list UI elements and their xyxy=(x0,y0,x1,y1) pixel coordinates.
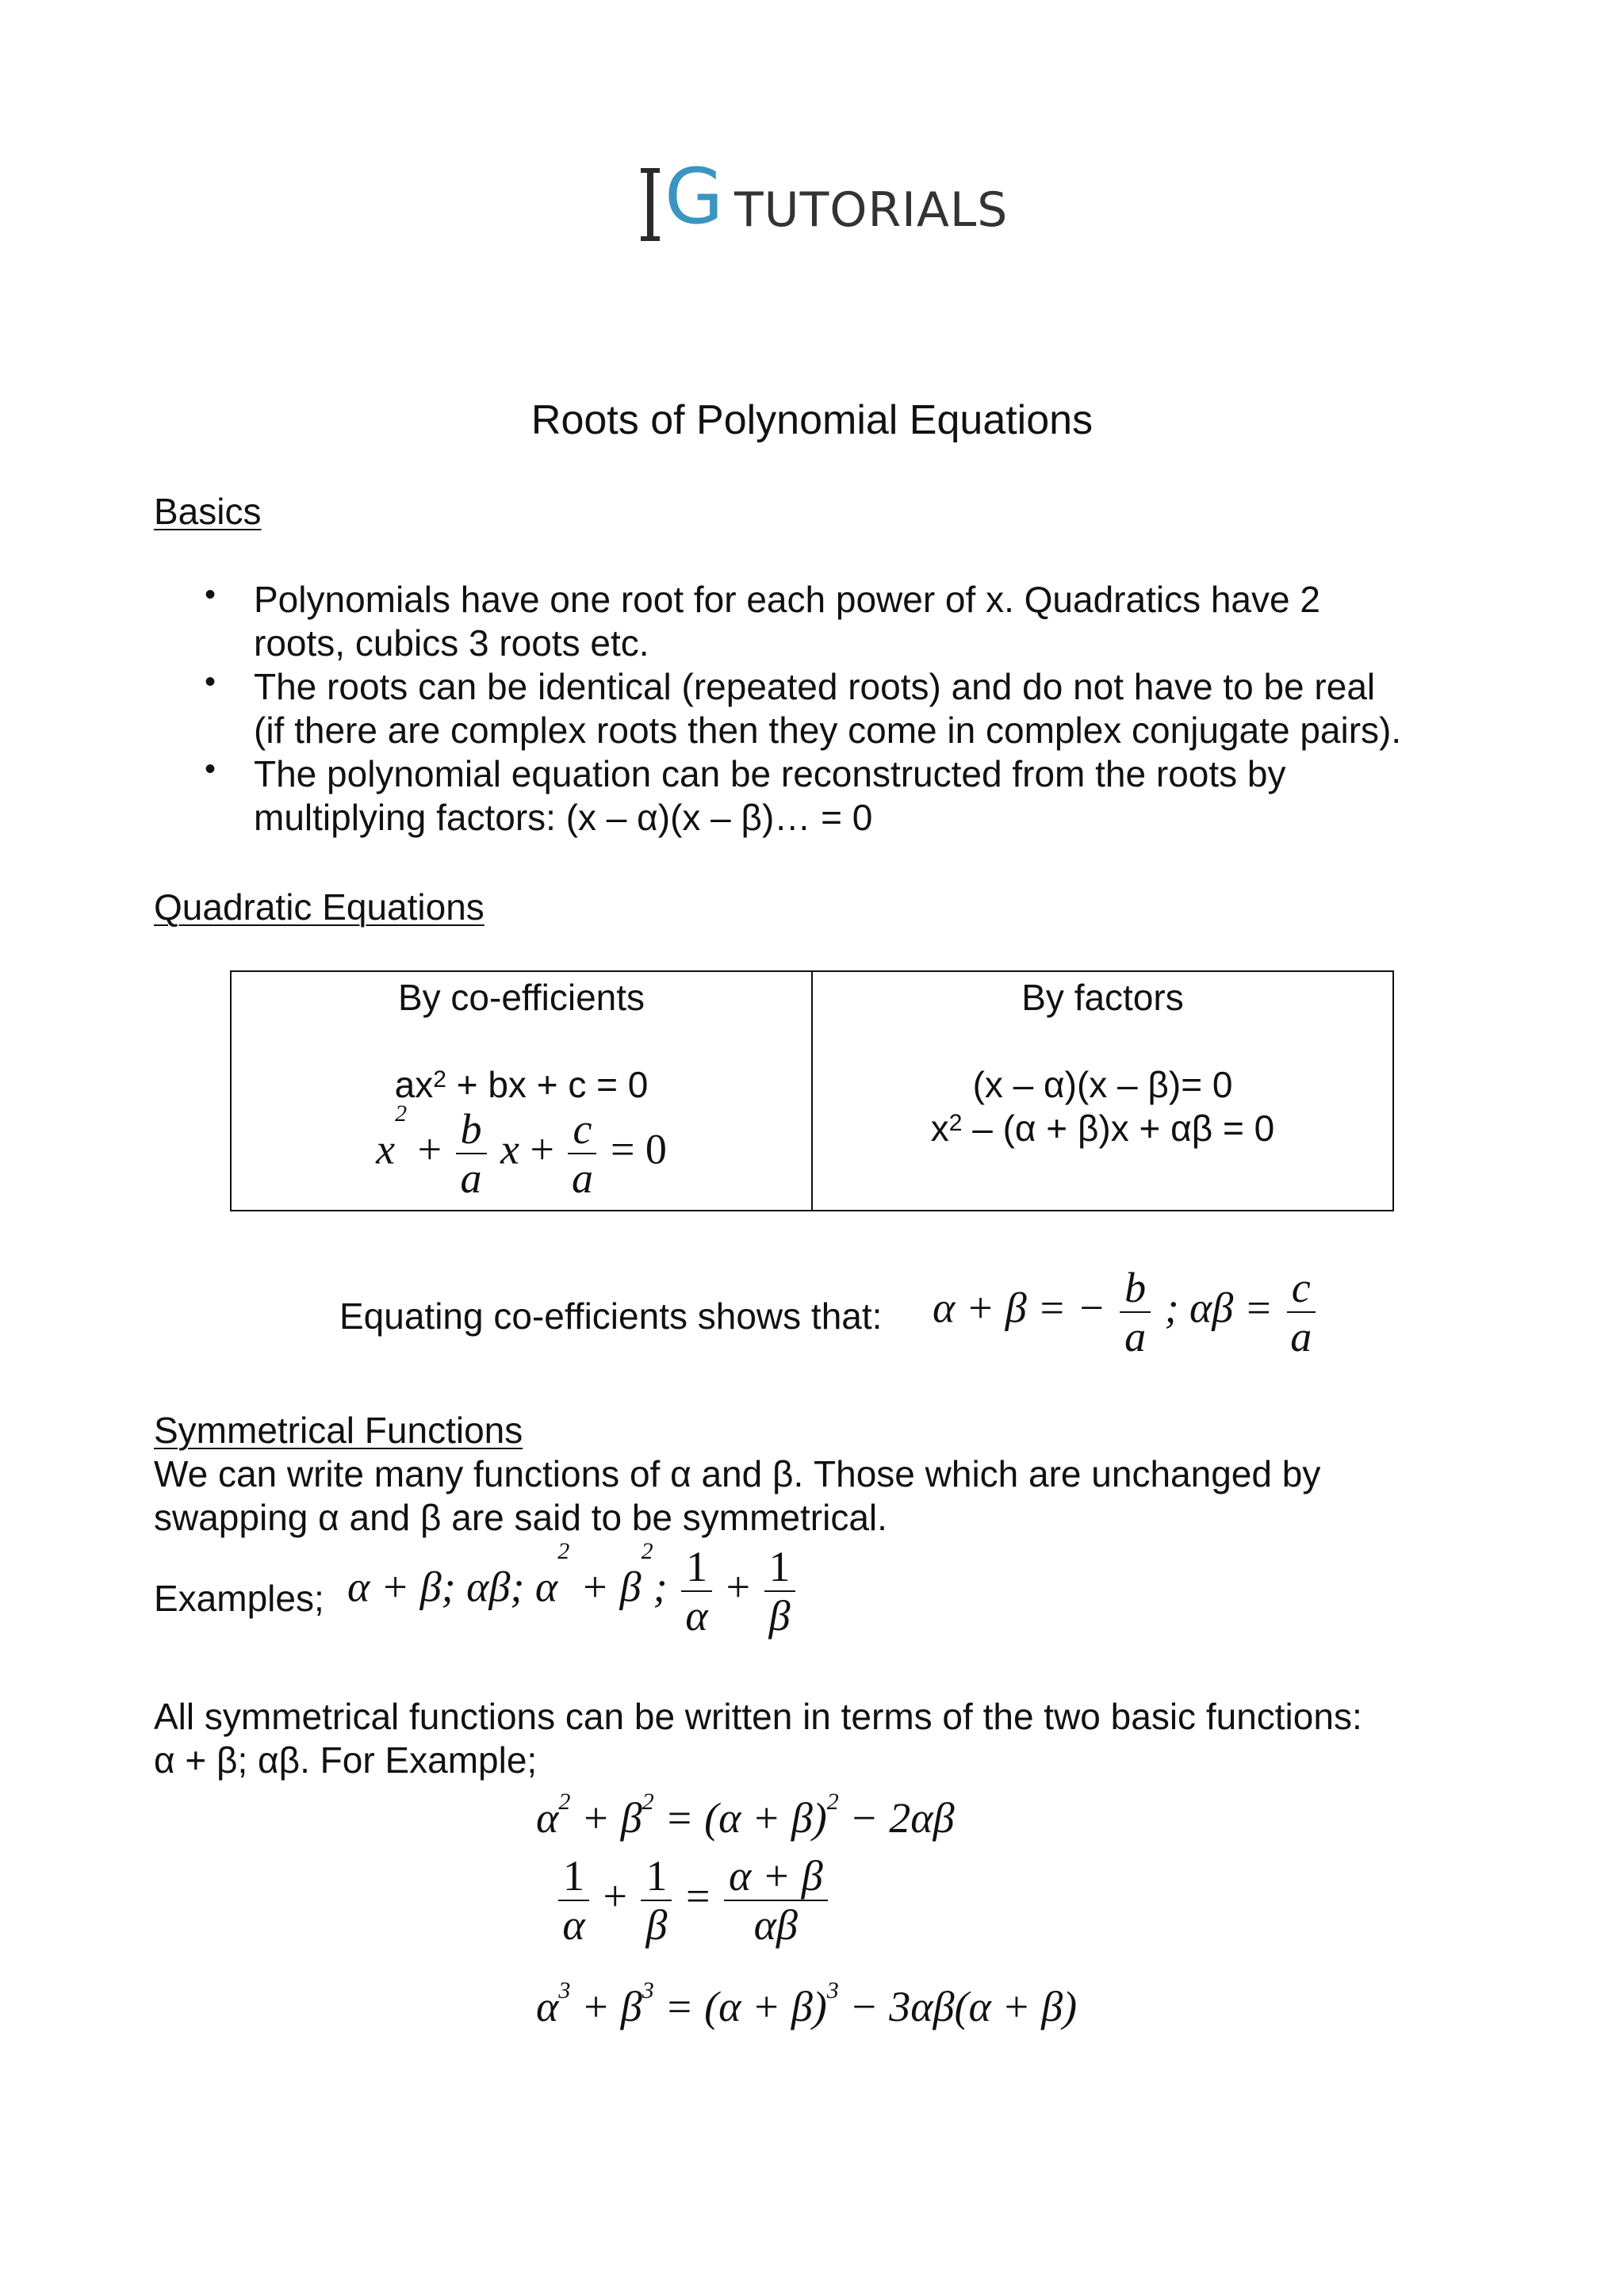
identity-sum-of-cubes xyxy=(536,1977,1078,2031)
fraction-numerator: b xyxy=(456,1105,487,1154)
factors-eq2-sup: 2 xyxy=(948,1110,963,1136)
basics-bullet-2-line-1: The roots can be identical (repeated roots) and do not have to be real xyxy=(254,666,1376,707)
fraction-denominator: β xyxy=(768,1592,791,1640)
identity1-s1: 2 xyxy=(558,1789,571,1815)
examples-sup2: 2 xyxy=(641,1538,653,1564)
factors-eq2-b: – (α + β)x + αβ = 0 xyxy=(962,1108,1275,1149)
identity3-d: − 3αβ(α + β) xyxy=(838,1983,1078,2030)
identity3-b: + β xyxy=(570,1983,642,2030)
coefficients-eq1 xyxy=(232,1062,811,1107)
quadratic-table xyxy=(230,970,1394,1211)
identity3-s1: 3 xyxy=(558,1977,571,2003)
identity3-c: = (α + β) xyxy=(653,1983,827,2030)
equating-math xyxy=(933,1264,1319,1360)
coefficients-eq2 xyxy=(232,1100,811,1202)
fraction-sum-over-product xyxy=(724,1852,828,1949)
fraction-b-over-a xyxy=(456,1105,487,1202)
identity1-s2: 2 xyxy=(642,1789,654,1815)
factors-eq1: (x – α)(x – β)= 0 xyxy=(972,1064,1233,1105)
fraction-numerator: b xyxy=(1120,1264,1151,1313)
identity-sum-of-squares xyxy=(536,1789,955,1843)
logo-wordmark: TUTORIALS xyxy=(734,182,1009,238)
identity1-d: − 2αβ xyxy=(838,1794,955,1842)
fraction-numerator: α + β xyxy=(724,1852,828,1901)
basics-bullet-3-line-2: multiplying factors: (x – α)(x – β)… = 0 xyxy=(254,797,873,838)
identity1-b: + β xyxy=(570,1794,642,1842)
basics-bullet-1-line-1: Polynomials have one root for each power of x. Quadratics have 2 xyxy=(254,579,1320,620)
examples-c: ; xyxy=(653,1563,668,1611)
basics-bullet-3-line-1: The polynomial equation can be reconstructed from the roots by xyxy=(254,753,1286,794)
logo-bar-top xyxy=(641,168,660,173)
identity1-s3: 2 xyxy=(826,1789,839,1815)
symmetric-para2-line1: All symmetrical functions can be written in terms of the two basic functions: xyxy=(154,1696,1362,1737)
fraction-numerator: 1 xyxy=(558,1852,589,1901)
quadratic-heading: Quadratic Equations xyxy=(154,886,485,928)
fraction-denominator: a xyxy=(460,1154,482,1202)
identity3-s3: 3 xyxy=(826,1977,839,2003)
symmetric-heading: Symmetrical Functions xyxy=(154,1410,523,1451)
eq2-x2: x xyxy=(500,1125,519,1173)
coefficients-eq1-sup: 2 xyxy=(433,1066,446,1093)
fraction-denominator: α xyxy=(685,1592,708,1640)
fraction-denominator: a xyxy=(1124,1313,1147,1360)
basics-bullet-2-line-2: (if there are complex roots then they come in complex conjugate pairs). xyxy=(254,710,1402,751)
eq2-equals-zero: = 0 xyxy=(610,1125,667,1173)
page-title: Roots of Polynomial Equations xyxy=(530,397,1094,443)
factors-header: By factors xyxy=(1021,977,1184,1018)
fraction-one-over-beta xyxy=(764,1543,795,1640)
examples-b: + β xyxy=(569,1563,642,1611)
fraction-denominator: α xyxy=(562,1901,585,1949)
equating-label: Equating co-efficients shows that: xyxy=(339,1295,883,1337)
coefficients-eq1-b: + bx + c = 0 xyxy=(446,1064,649,1105)
examples-label: Examples; xyxy=(154,1578,324,1619)
coefficients-header: By co-efficients xyxy=(397,977,645,1018)
eq2-x: x xyxy=(376,1125,396,1173)
fraction-numerator: c xyxy=(568,1105,596,1154)
basics-heading: Basics xyxy=(154,491,262,532)
fraction-denominator: a xyxy=(1290,1313,1312,1360)
coefficients-cell xyxy=(231,971,812,1211)
fraction-numerator: 1 xyxy=(764,1543,795,1592)
identity3-s2: 3 xyxy=(642,1977,654,2003)
examples-a: α + β; αβ; α xyxy=(347,1563,558,1611)
bullet-dot: • xyxy=(205,577,216,612)
fraction-one-over-beta xyxy=(641,1852,672,1949)
identity1-c: = (α + β) xyxy=(653,1794,827,1842)
bullet-dot: • xyxy=(205,752,216,786)
fraction-numerator: c xyxy=(1287,1264,1316,1313)
fraction-numerator: 1 xyxy=(641,1852,672,1901)
examples-math xyxy=(347,1538,799,1640)
eq2-sup: 2 xyxy=(395,1100,408,1127)
eq2-plus-2: + xyxy=(530,1125,554,1173)
fraction-c-over-a xyxy=(1287,1264,1316,1360)
logo xyxy=(641,152,1009,252)
coefficients-eq1-a: ax xyxy=(394,1064,434,1105)
fraction-one-over-alpha xyxy=(681,1543,712,1640)
equating-mid: ; αβ = xyxy=(1164,1284,1274,1332)
examples-plus: + xyxy=(726,1563,751,1611)
fraction-denominator: a xyxy=(571,1154,593,1202)
fraction-denominator: αβ xyxy=(753,1901,798,1949)
factors-eq2-a: x xyxy=(930,1108,949,1149)
logo-bar-bottom xyxy=(641,236,660,241)
fraction-b-over-a xyxy=(1120,1264,1151,1360)
identity-reciprocals xyxy=(555,1852,831,1949)
fraction-numerator: 1 xyxy=(681,1543,712,1592)
examples-sup1: 2 xyxy=(557,1538,570,1564)
logo-bar xyxy=(647,168,653,241)
fraction-one-over-alpha xyxy=(558,1852,589,1949)
equating-lhs: α + β = − xyxy=(933,1284,1106,1332)
fraction-denominator: β xyxy=(645,1901,668,1949)
fraction-c-over-a xyxy=(568,1105,596,1202)
identity3-a: α xyxy=(536,1983,559,2030)
basics-bullet-1-line-2: roots, cubics 3 roots etc. xyxy=(254,622,649,664)
logo-mark: G xyxy=(665,152,724,241)
symmetric-para2-line2: α + β; αβ. For Example; xyxy=(154,1739,538,1781)
factors-cell xyxy=(812,971,1393,1211)
bullet-dot: • xyxy=(205,664,216,699)
identity2-plus: + xyxy=(603,1872,627,1920)
identity1-a: α xyxy=(536,1794,559,1842)
eq2-plus-1: + xyxy=(417,1125,442,1173)
symmetric-para1-line1: We can write many functions of α and β. Those which are unchanged by xyxy=(154,1453,1321,1494)
symmetric-para1-line2: swapping α and β are said to be symmetrical. xyxy=(154,1497,887,1538)
factors-eq2 xyxy=(813,1106,1392,1150)
identity2-equals: = xyxy=(685,1872,710,1920)
